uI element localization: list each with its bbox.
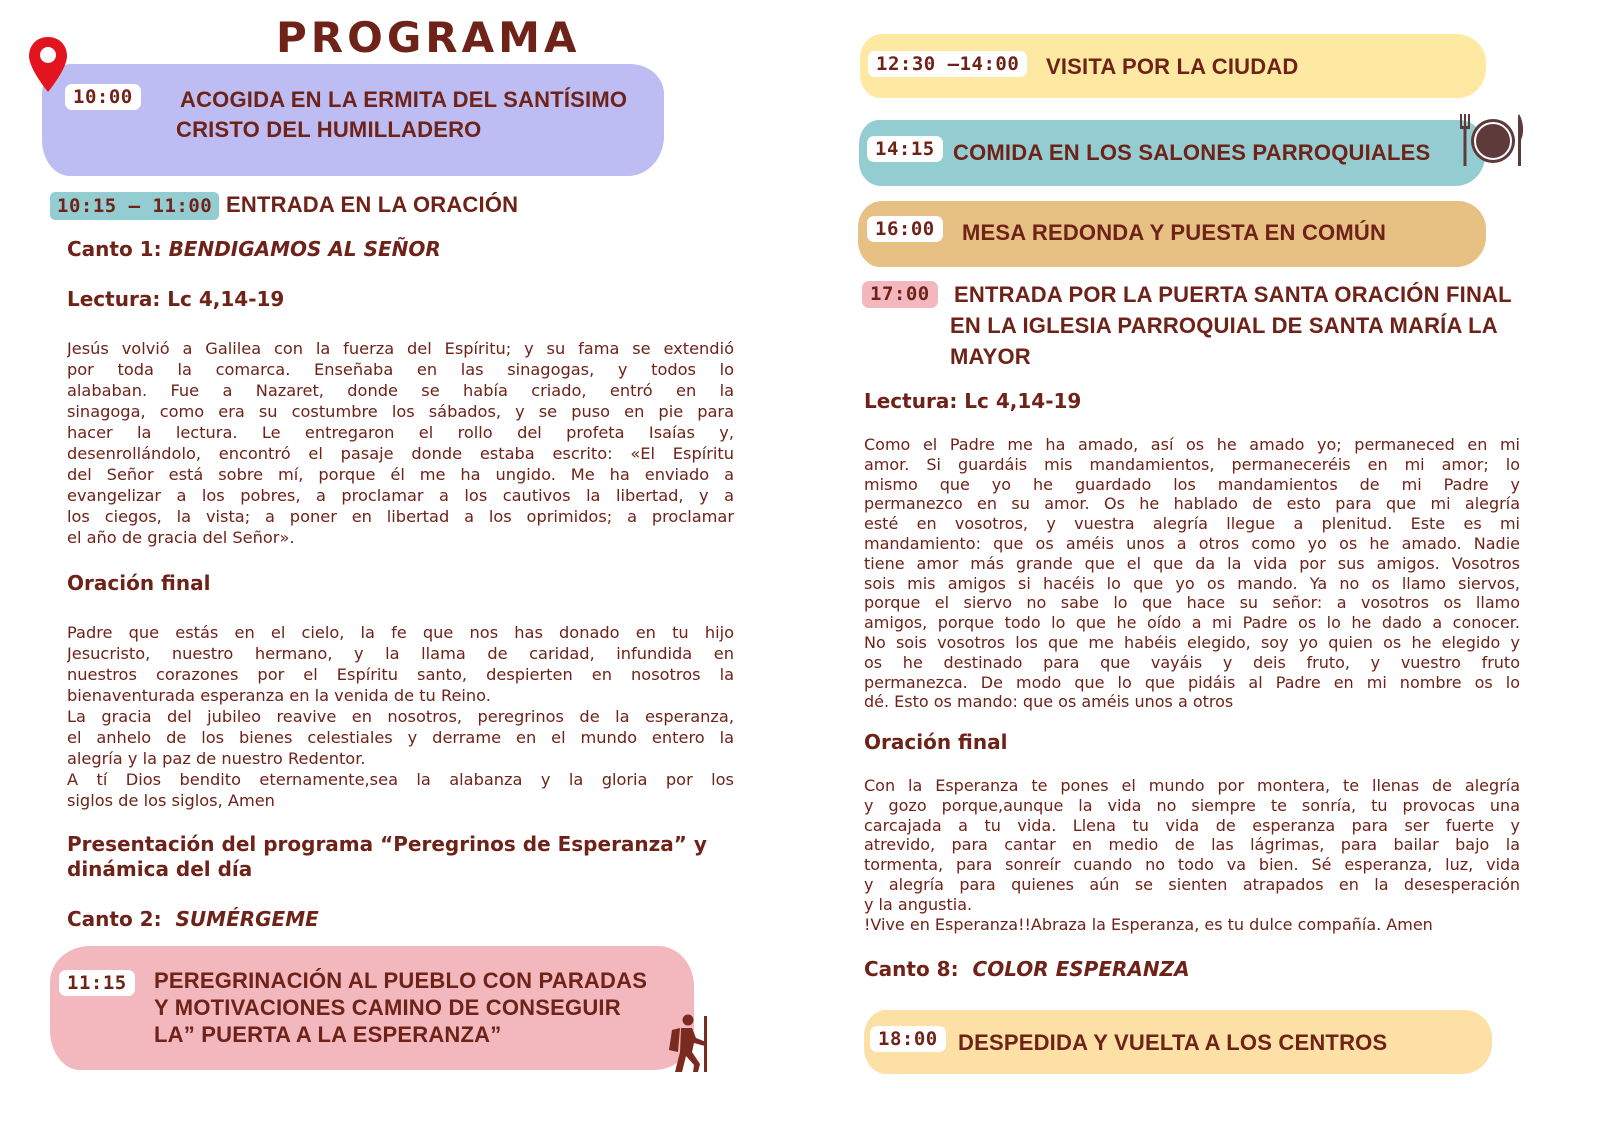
text-line: amor. Si guardáis mis mandamientos, permaneceréis en mi amor; lo [864, 454, 1520, 474]
song-title: SUMÉRGEME [175, 907, 319, 931]
oracion-heading: Oración final [864, 730, 1008, 754]
time-badge: 18:00 [870, 1026, 946, 1052]
text-line: sois mis amigos si hacéis lo que yo os mando. Ya no os llamo siervos, [864, 573, 1520, 593]
event-title: LA” PUERTA A LA ESPERANZA” [154, 1022, 502, 1047]
text-line: Como el Padre me ha amado, así os he amado yo; permaneced en mi [864, 435, 1520, 454]
text-line: mandamiento: que os améis unos a otros como yo os he amado. Nadie [864, 533, 1520, 553]
time-badge: 17:00 [862, 281, 938, 308]
event-title: Y MOTIVACIONES CAMINO DE CONSEGUIR [154, 995, 621, 1020]
event-title: ACOGIDA EN LA ERMITA DEL SANTÍSIMO [180, 87, 628, 112]
lectura-heading: Lectura: Lc 4,14-19 [864, 389, 1082, 413]
text-line: carcajada a tu vida. Llena tu vida de esperanza para ser fuerte y [864, 815, 1520, 835]
text-line: dé. Esto os mando: que os améis unos a otros [864, 692, 1234, 712]
text-line: atrevido, para cantar en medio de las lágrimas, para bailar bajo la [864, 835, 1520, 855]
hiker-icon [666, 1012, 712, 1074]
time-badge: 10:00 [65, 84, 141, 110]
text-line: alegría y la paz de nuestro Redentor. [67, 749, 366, 768]
presentacion-heading: Presentación del programa “Peregrinos de Esperanza” y [67, 832, 707, 856]
text-line: sinagoga, como era su costumbre los sábados, y se puso en pie para [67, 402, 734, 421]
text-line: y gozo porque,aunque la vida no siempre te sonría, tu provocas una [864, 795, 1520, 815]
song-title: COLOR ESPERANZA [972, 957, 1190, 981]
canto-label: Canto 2: [67, 907, 176, 931]
event-title: VISITA POR LA CIUDAD [1046, 54, 1299, 79]
text-line: Padre que estás en el cielo, la fe que nos has donado en tu hijo [67, 623, 734, 642]
text-line: os he destinado para que vayáis y deis fruto, y vuestro fruto [864, 652, 1520, 672]
text-line: evangelizar a los pobres, a proclamar a los cautivos la libertad, y a [67, 486, 734, 505]
event-title: EN LA IGLESIA PARROQUIAL DE SANTA MARÍA LA [950, 313, 1498, 338]
text-line: esté en vosotros, y vuestra alegría llegue a plenitud. Este es mi [864, 514, 1520, 534]
text-line: el año de gracia del Señor». [67, 528, 295, 547]
text-line: tormenta, para sonreír cuando no todo va bien. Sé esperanza, luz, vida [864, 855, 1520, 875]
text-line: amigos, porque todo lo que he oído a mi Padre os lo he dado a conocer. [864, 613, 1520, 633]
event-title: ENTRADA POR LA PUERTA SANTA ORACIÓN FINAL [954, 282, 1512, 307]
time-badge: 14:15 [867, 136, 943, 162]
event-title: MAYOR [950, 344, 1031, 369]
text-line: Con la Esperanza te pones el mundo por montera, te llenas de alegría [864, 776, 1520, 795]
page-title: PROGRAMA [276, 13, 581, 62]
text-line: y la angustia. [864, 894, 973, 914]
oracion-heading: Oración final [67, 571, 211, 595]
text-line: tiene amor más grande que el que da la vida por sus amigos. Vosotros [864, 553, 1520, 573]
time-badge: 12:30 –14:00 [868, 51, 1027, 77]
text-line: mismo que yo he guardado los mandamientos de mi Padre y [864, 474, 1520, 494]
map-pin-icon [27, 35, 69, 95]
text-line: permanezco en su amor. Os he hablado de esto para que mi alegría [864, 494, 1520, 514]
time-badge: 10:15 – 11:00 [50, 192, 219, 220]
text-line: bienaventurada esperanza en la venida de tu Reino. [67, 686, 491, 705]
text-line: A tí Dios bendito eternamente,sea la alabanza y la gloria por los [67, 770, 734, 789]
canto-heading [864, 956, 1190, 982]
text-line: !Vive en Esperanza!!Abraza la Esperanza, es tu dulce compañía. Amen [864, 914, 1433, 934]
event-title: ENTRADA EN LA ORACIÓN [226, 192, 519, 217]
text-line: Jesucristo, nuestro hermano, y la llama de caridad, infundida en [67, 644, 734, 663]
text-line: nuestros corazones por el Espíritu santo, despierten en nosotros la [67, 665, 734, 684]
text-line: del Señor está sobre mí, porque él me ha ungido. Me ha enviado a [67, 465, 734, 484]
text-line: por toda la comarca. Enseñaba en las sinagogas, y todos lo [67, 360, 734, 379]
canto-heading [67, 236, 441, 262]
text-line: desenrollándolo, encontró el pasaje donde estaba escrito: «El Espíritu [67, 444, 734, 463]
lectura-text [864, 435, 1520, 712]
event-title: CRISTO DEL HUMILLADERO [176, 117, 482, 142]
text-line: No sois vosotros los que me habéis elegido, soy yo quien os he elegido y [864, 632, 1520, 652]
event-title: MESA REDONDA Y PUESTA EN COMÚN [962, 220, 1387, 245]
canto-label: Canto 1: [67, 237, 169, 261]
text-line: el anhelo de los bienes celestiales y derrame en el mundo entero la [67, 728, 734, 747]
plate-cutlery-icon [1454, 112, 1526, 170]
text-line: y alegría para quienes aún se sienten atrapados en la desesperación [864, 874, 1520, 894]
text-line: los ciegos, la vista; a poner en libertad a los oprimidos; a proclamar [67, 507, 734, 526]
text-line: hacer la lectura. Le entregaron el rollo del profeta Isaías y, [67, 423, 734, 442]
time-badge: 11:15 [59, 970, 135, 996]
canto-heading [67, 906, 319, 932]
time-badge: 16:00 [867, 216, 943, 242]
song-title: BENDIGAMOS AL SEÑOR [168, 237, 441, 261]
event-title: COMIDA EN LOS SALONES PARROQUIALES [953, 140, 1431, 165]
presentacion-heading: dinámica del día [67, 857, 253, 881]
text-line: siglos de los siglos, Amen [67, 791, 275, 810]
canto-label: Canto 8: [864, 957, 973, 981]
lectura-heading: Lectura: Lc 4,14-19 [67, 287, 285, 311]
oracion-text [864, 776, 1520, 934]
text-line: Jesús volvió a Galilea con la fuerza del Espíritu; y su fama se extendió [67, 339, 734, 358]
lectura-text [67, 338, 734, 548]
text-line: porque el siervo no sabe lo que hace su señor: a vosotros os llamo [864, 593, 1520, 613]
event-title: PEREGRINACIÓN AL PUEBLO CON PARADAS [154, 968, 648, 993]
text-line: La gracia del jubileo reavive en nosotros, peregrinos de la esperanza, [67, 707, 734, 726]
text-line: permanezca. De modo que lo que pidáis al Padre en mi nombre os lo [864, 672, 1520, 692]
oracion-text [67, 622, 734, 811]
text-line: alababan. Fue a Nazaret, donde se había criado, entró en la [67, 381, 734, 400]
event-title: DESPEDIDA Y VUELTA A LOS CENTROS [958, 1030, 1388, 1055]
